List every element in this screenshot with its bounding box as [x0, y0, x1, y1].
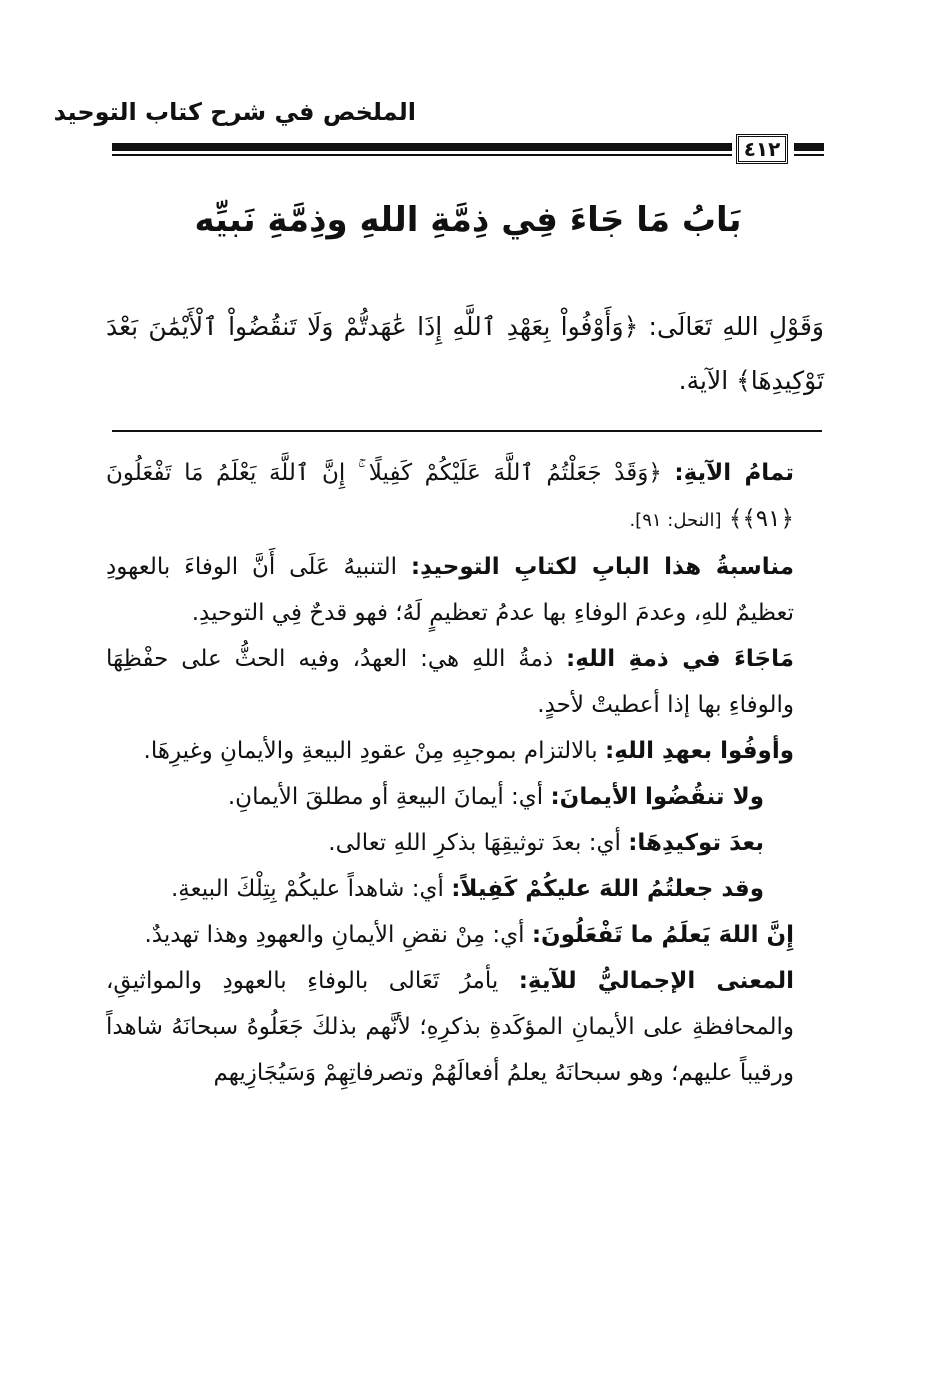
- header-rule-right: [794, 143, 824, 151]
- explanation: أي: أيمانَ البيعةِ أو مطلقَ الأيمانِ.: [227, 784, 544, 810]
- commentary-paragraph: [106, 728, 824, 774]
- running-title: الملخص في شرح كتاب التوحيد: [53, 98, 416, 126]
- commentary-paragraph: [106, 544, 824, 636]
- commentary-paragraph: [106, 636, 824, 728]
- term: وأوفُوا بعهدِ اللهِ:: [605, 738, 794, 764]
- verse-quote: ﴿وَقَدْ جَعَلْتُمُ ٱللَّهَ عَلَيْكُمْ كَفِيلًا ۚ إِنَّ ٱللَّهَ يَعْلَمُ مَا تَفْعَلُونَ ﴿٩١﴾﴾: [106, 460, 794, 532]
- term: مَاجَاءَ في ذمةِ اللهِ:: [566, 646, 795, 672]
- header-rule-thick: [112, 143, 732, 151]
- commentary: [106, 450, 824, 1096]
- term: ولا تنقُضُوا الأيمانَ:: [550, 784, 764, 810]
- commentary-paragraph: [106, 912, 824, 958]
- header-rule-thin: [112, 154, 732, 156]
- term: مناسبةُ هذا البابِ لكتابِ التوحيدِ:: [410, 554, 795, 580]
- main-text: [106, 300, 824, 408]
- verse-reference: [النحل: ٩١].: [629, 510, 722, 531]
- main-intro: وَقَوْلِ اللهِ تَعَالَى:: [648, 312, 824, 341]
- commentary-paragraph: [106, 958, 824, 1096]
- explanation: يأمرُ تَعَالى بالوفاءِ بالعهودِ والمواثيقِ، والمحافظةِ على الأيمانِ المؤكَدةِ بذكرِهِ؛ لأنَّهم بذلكَ جَعَلُوهُ سبحانَهُ شاهداً ورقيباً عليهم؛ وهو سبحانَهُ يعلمُ أفعالَهُمْ وتصرفاتِهِمْ وَسَيُجَازِيهم: [106, 968, 794, 1086]
- commentary-paragraph: [106, 866, 824, 912]
- main-tail: الآية.: [678, 366, 729, 395]
- commentary-paragraph: [106, 820, 824, 866]
- footnote-rule: [112, 430, 822, 432]
- explanation: أي: شاهداً عليكُمْ بِتِلْكَ البيعةِ.: [171, 876, 444, 902]
- explanation: أي: مِنْ نقضِ الأيمانِ والعهودِ وهذا تهديدٌ.: [144, 922, 525, 948]
- term: المعنى الإجماليُّ للآيةِ:: [518, 968, 794, 994]
- commentary-paragraph: [106, 450, 824, 544]
- chapter-title: بَابُ مَا جَاءَ فِي ذِمَّةِ اللهِ وذِمَّةِ نَبيِّه: [194, 200, 742, 240]
- explanation: أي: بعدَ توثيقِهَا بذكرِ اللهِ تعالى.: [328, 830, 621, 856]
- header-rule-right-thin: [794, 154, 824, 156]
- explanation: ذمةُ اللهِ هي: العهدُ، وفيه الحثُّ على حفْظِهَا والوفاءِ بها إذا أعطيتْ لأحدٍ.: [106, 646, 794, 718]
- term: إِنَّ اللهَ يَعلَمُ ما تَفْعَلُونَ:: [531, 922, 794, 948]
- explanation: التنبيهُ عَلَى أَنَّ الوفاءَ بالعهودِ تعظيمٌ للهِ، وعدمَ الوفاءِ بها عدمُ تعظيمٍ لَهُ؛ فهو قدحٌ فِي التوحيدِ.: [106, 554, 794, 626]
- main-verse: ﴿وَأَوْفُواْ بِعَهْدِ ٱللَّهِ إِذَا عَٰهَدتُّمْ وَلَا تَنقُضُواْ ٱلْأَيْمَٰنَ بَعْدَ تَوْكِيدِهَا﴾: [106, 312, 824, 395]
- term: تمامُ الآيةِ:: [674, 460, 794, 486]
- page-number: ٤١٢: [736, 134, 788, 164]
- commentary-paragraph: [106, 774, 824, 820]
- explanation: بالالتزام بموجبِهِ مِنْ عقودِ البيعةِ والأيمانِ وغيرِهَا.: [143, 738, 598, 764]
- term: بعدَ توكيدِهَا:: [628, 830, 764, 856]
- term: وقد جعلتُمُ اللهَ عليكُمْ كَفِيلاً:: [451, 876, 764, 902]
